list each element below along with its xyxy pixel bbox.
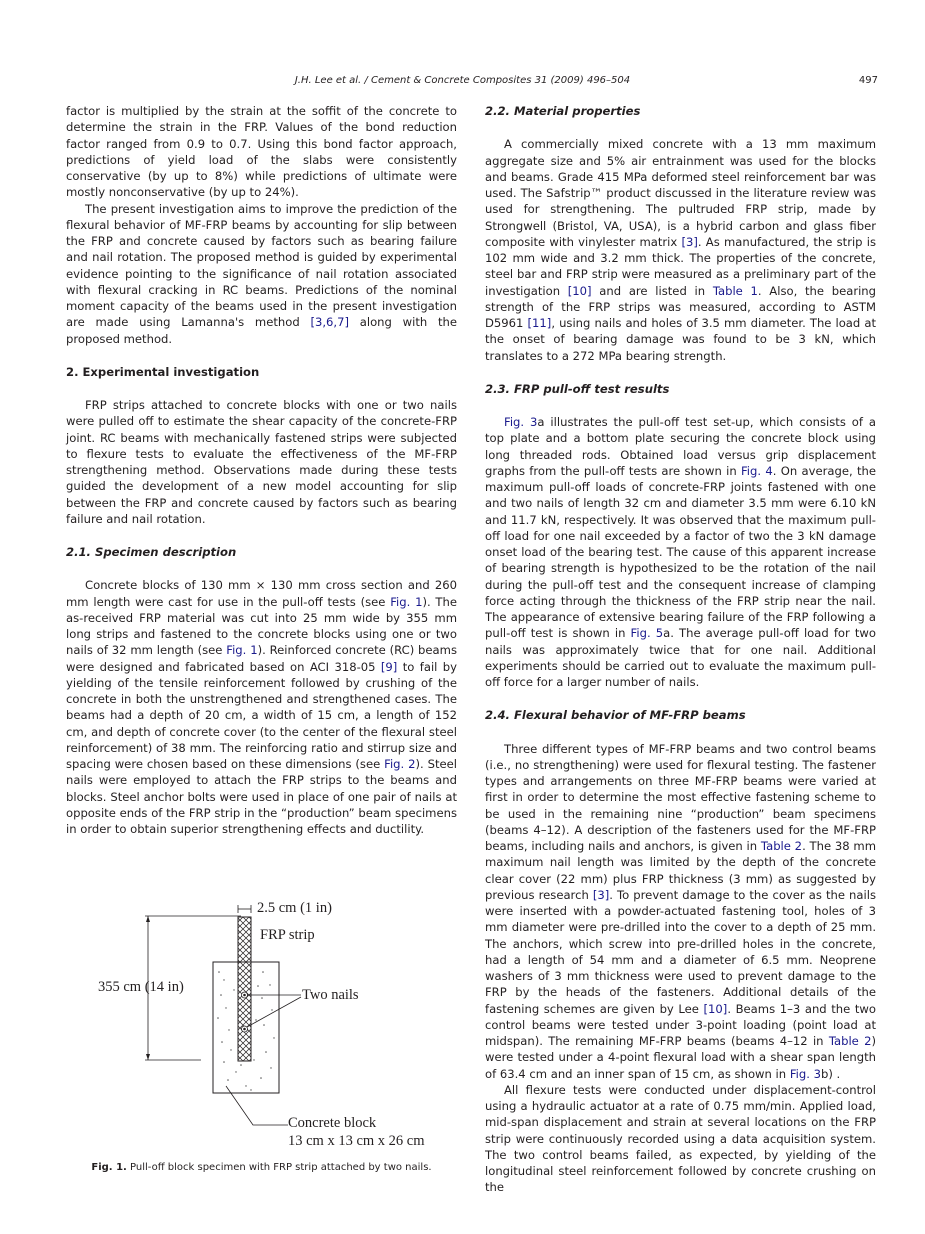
text: a. The average pull-off load for two nails was approximately twice that for one nail. Additional experiments should be carried out to evaluate the maximum pull-off force for a larger number of nails. — [485, 626, 877, 689]
journal-citation: J.H. Lee et al. / Cement & Concrete Composites 31 (2009) 496–504 — [294, 75, 631, 86]
citation-link[interactable]: [10] — [703, 1001, 728, 1016]
figure-link[interactable]: Fig. 1 — [390, 594, 423, 609]
subsection-heading: 2.1. Specimen description — [66, 545, 237, 559]
text: Three different types of MF-FRP beams and two control beams (i.e., no strengthening) were used for flexural testing. The fastener types and arrangements on three MF-FRP beams were varied at first in order to determine the most effective fastening scheme to be used in the remaining nine “production” beam specimens (beams 4–12). A description of the fasteners used for the MF-FRP beams, including nails and anchors, is given in — [485, 741, 876, 853]
figure-link[interactable]: Fig. 3 — [504, 415, 538, 429]
strip-width-label: 2.5 cm (1 in) — [257, 900, 332, 916]
text: The present investigation aims to improve the prediction of the flexural behavior of MF-FRP beams by accounting for slip between the FRP and concrete caused by factors such as bearing failure and nail rotation. The proposed method is guided by experimental evidence pointing to the significance of nail rotation associated with flexural cracking in RC beams. Predictions of the nominal moment capacity of the beams used in the present investigation are made using Lamanna's method — [66, 201, 457, 330]
citation-link[interactable]: [3,6,7] — [310, 315, 349, 330]
text: , using nails and holes of 3.5 mm diameter. The load at the onset of bearing damage was found to be 3 kN, which translates to a 272 MPa bearing strength. — [485, 316, 876, 363]
paragraph-flexural — [485, 741, 876, 1082]
subsection-heading: 2.2. Material properties — [485, 104, 641, 118]
table-link[interactable]: Table 2 — [828, 1034, 872, 1048]
caption-number: Fig. 1. — [91, 1162, 127, 1173]
text: ). Steel nails were employed to attach the FRP strips to the beams and blocks. Steel anchor bolts were used in place of one pair of nails at opposite ends of the FRP strip in the “production” beam specimens in order to obtain superior strengthening effects and ductility. — [66, 757, 458, 836]
citation-link[interactable]: [10] — [567, 283, 592, 298]
paragraph-material — [485, 136, 876, 364]
table-link[interactable]: Table 1 — [712, 283, 758, 298]
right-column — [485, 103, 876, 1196]
citation-link[interactable]: [3] — [681, 234, 698, 249]
two-nails-label: Two nails — [302, 987, 359, 1003]
paragraph-pulloff — [485, 414, 876, 690]
figure-link[interactable]: Fig. 1 — [226, 643, 258, 658]
paragraph-present-investigation — [66, 201, 457, 347]
strip-length-label: 355 cm (14 in) — [98, 979, 184, 995]
concrete-block-label: Concrete block — [288, 1115, 377, 1131]
citation-link[interactable]: [3] — [592, 887, 610, 902]
citation-link[interactable]: [11] — [527, 316, 552, 330]
figure-link[interactable]: Fig. 3 — [789, 1066, 821, 1081]
paragraph-continued: factor is multiplied by the strain at the soffit of the concrete to determine the strain in the FRP. Values of the bond reduction factor ranged from 0.9 to 0.7. Using this bond factor approach, predictions of yield load of the slabs were consistently conservative (by up to 8%) while predictions of ultimate were mostly nonconservative (by up to 24%). — [66, 104, 457, 200]
concrete-block-dimensions: 13 cm x 13 cm x 26 cm — [288, 1133, 425, 1149]
subsection-heading: 2.3. FRP pull-off test results — [485, 381, 670, 396]
left-column — [66, 103, 457, 837]
text: . Also, the bearing strength of the FRP strips was measured, according to ASTM D5961 — [485, 283, 877, 330]
subsection-heading: 2.4. Flexural behavior of MF-FRP beams — [485, 708, 746, 723]
text: Concrete blocks of 130 mm × 130 mm cross section and 260 mm length were cast for use in the pull-off tests (see — [66, 578, 457, 609]
text: b) . — [820, 1066, 841, 1081]
text: along with the proposed method. — [66, 315, 457, 346]
frp-strip-label: FRP strip — [260, 927, 315, 943]
caption-text: Pull-off block specimen with FRP strip attached by two nails. — [126, 1162, 432, 1173]
figure-1 — [66, 890, 457, 1180]
text: and are listed in — [591, 283, 713, 298]
citation-link[interactable]: [9] — [380, 659, 398, 674]
figure-link[interactable]: Fig. 5 — [630, 626, 664, 641]
text: . As manufactured, the strip is 102 mm wide and 3.2 mm thick. The properties of the concrete, steel bar and FRP strip were measured as a preliminary part of the investigation — [485, 234, 877, 298]
text: a illustrates the pull-off test set-up, which consists of a top plate and a bottom plate securing the concrete block using long threaded rods. Obtained load versus grip displacement graphs from the pull-off tests are shown in — [485, 415, 877, 478]
section-heading: 2. Experimental investigation — [66, 364, 260, 379]
text: . The 38 mm maximum nail length was limited by the depth of the concrete clear cover (22 mm) plus FRP thickness (3 mm) as suggested by previous research — [485, 839, 876, 902]
figure-link[interactable]: Fig. 2 — [384, 757, 416, 771]
table-link[interactable]: Table 2 — [760, 839, 803, 853]
paragraph-experimental: FRP strips attached to concrete blocks with one or two nails were pulled off to estimate the shear capacity of the concrete-FRP joint. RC beams with mechanically fastened strips were subjected to flexure tests to evaluate the effectiveness of the MF-FRP strengthening method. Observations made during these tests guided the development of a new model accounting for slip between the FRP and concrete caused by factors such as bearing failure and nail rotation. — [66, 398, 457, 526]
text: . On average, the maximum pull-off loads of concrete-FRP joints fastened with one and two nails of length 32 cm and diameter 3.5 mm were 6.10 kN and 11.7 kN, respectively. It was observed that the maximum pull-off load for one nail exceeded by a factor of two the 3 kN damage onset load of the bearing test. The cause of this apparent increase of bearing strength is hypothesized to be the rotation of the nail during the pull-off test and the consequent increase of clamping force acting through the thickness of the FRP strip near the nail. The appearance of extensive bearing failure of the FRP following a pull-off test is shown in — [485, 463, 877, 641]
figure-caption — [66, 1162, 457, 1173]
text: to fail by yielding of the tensile reinforcement followed by crushing of the concrete in both the unstrengthened and strengthened cases. The beams had a depth of 20 cm, a width of 15 cm, a length of 152 cm, and depth of concrete cover (to the center of the flexural steel reinforcement) of 38 mm. The reinforcing ratio and stirrup size and spacing were chosen based on these dimensions (see — [66, 659, 457, 771]
running-header — [0, 75, 925, 89]
page-number: 497 — [858, 75, 878, 86]
text: ) were tested under a 4-point flexural load with a shear span length of 63.4 cm and an inner span of 15 cm, as shown in — [485, 1034, 876, 1081]
text: . Beams 1–3 and the two control beams were tested under 3-point loading (point load at midspan). The remaining MF-FRP beams (beams 4–12 in — [485, 1001, 876, 1048]
paragraph-tests: All flexure tests were conducted under displacement-control using a hydraulic actuator at a rate of 0.75 mm/min. Applied load, mid-span displacement and strain at several locations on the FRP strip were continuously recorded using a data acquisition system. The two control beams failed, as expected, by yielding of the longitudinal steel reinforcement followed by concrete crushing on the — [485, 1082, 876, 1195]
frp-strip-shape — [238, 917, 251, 1061]
text: ). Reinforced concrete (RC) beams were designed and fabricated based on ACI 318-05 — [66, 643, 457, 674]
text: ). The as-received FRP material was cut into 25 mm wide by 355 mm long strips and fastened to the concrete blocks using one or two nails of 32 mm length (see — [66, 594, 457, 658]
paragraph-specimen — [66, 577, 457, 837]
figure-link[interactable]: Fig. 4 — [740, 463, 773, 478]
text: . To prevent damage to the cover as the nails were inserted with a powder-actuated fastening tool, holes of 3 mm diameter were pre-drilled into the cover to a depth of 25 mm. The anchors, which screw into pre-drilled holes in the concrete, had a length of 54 mm and a diameter of 6.5 mm. Neoprene washers of 3 mm thickness were used to prevent damage to the FRP by the heads of the fasteners. Additional details of the fastening schemes are given by Lee — [485, 887, 876, 1016]
text: A commercially mixed concrete with a 13 mm maximum aggregate size and 5% air entrainment was used for the blocks and beams. Grade 415 MPa deformed steel reinforcement bar was used. The Safstrip™ product discussed in the literature review was used for strengthening. The pultruded FRP strip, made by Strongwell (Bristol, VA, USA), is a hybrid carbon and glass fiber composite with vinylester matrix — [485, 137, 876, 249]
